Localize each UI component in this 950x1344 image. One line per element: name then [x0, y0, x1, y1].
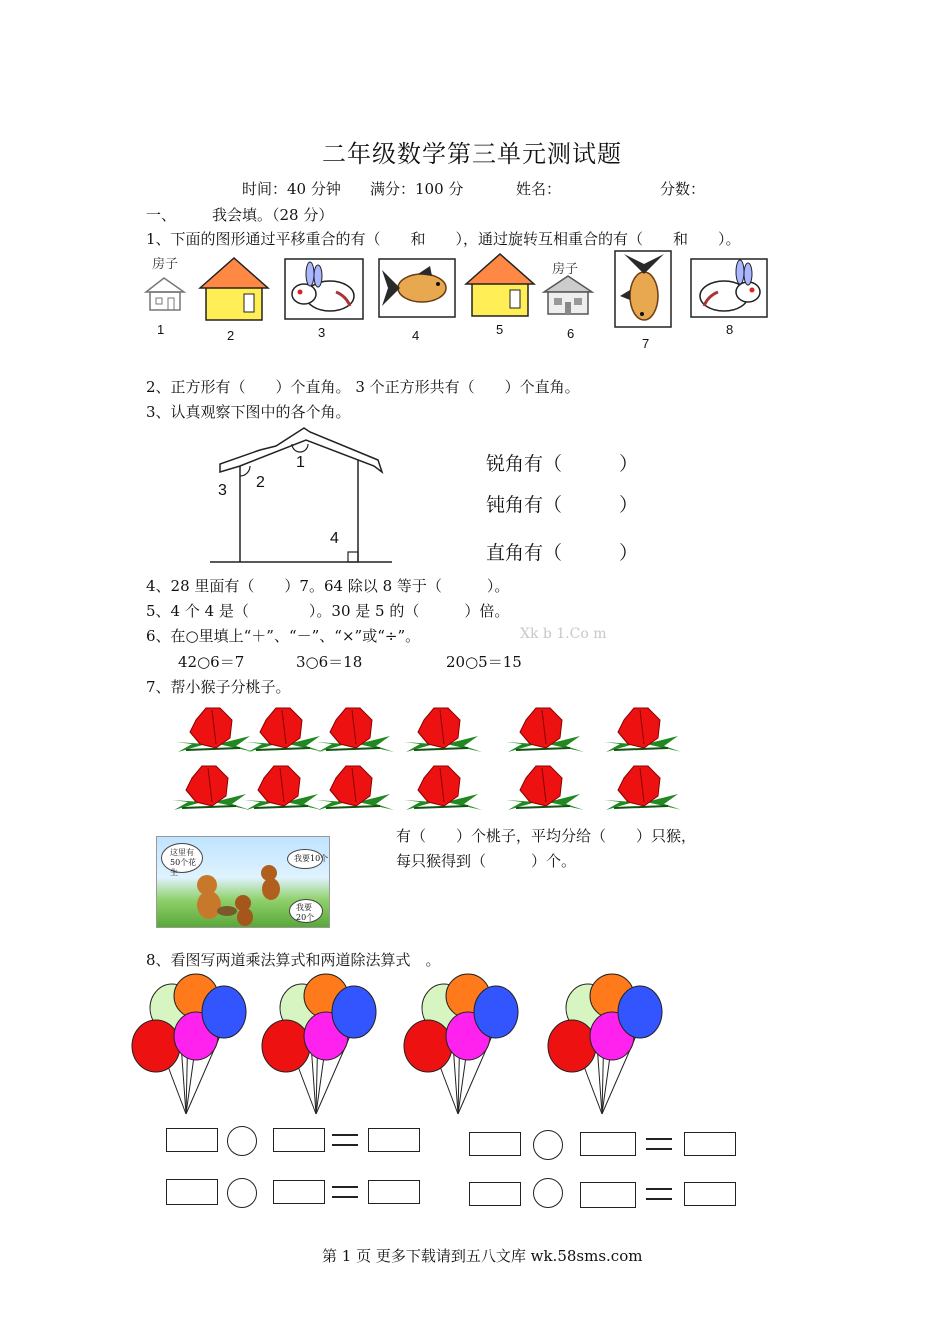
page-footer: 第 1 页 更多下载请到五八文库 wk.58sms.com — [322, 1247, 643, 1265]
answer-box[interactable] — [166, 1179, 218, 1205]
q4-text: 4、28 里面有（ ）7。64 除以 8 等于（ ）。 — [146, 577, 510, 595]
answer-box[interactable] — [469, 1182, 521, 1206]
peach — [246, 708, 324, 752]
answer-box[interactable] — [368, 1180, 420, 1204]
q1-text: 1、下面的图形通过平移重合的有（ 和 ），通过旋转互相重合的有（ 和 ）。 — [146, 230, 741, 248]
item-number: 7 — [642, 336, 650, 351]
peach — [604, 708, 680, 752]
peach — [244, 766, 322, 810]
speech-bubble-20: 我要20个 — [289, 899, 323, 923]
header-name: 姓名： — [516, 180, 562, 198]
watermark: Xk b 1.Co m — [520, 626, 607, 642]
answer-box[interactable] — [580, 1132, 636, 1156]
house-label-6: 房子 — [552, 261, 579, 276]
q7-text: 7、帮小猴子分桃子。 — [146, 678, 291, 696]
item-number: 4 — [412, 328, 420, 343]
item-number: 1 — [157, 322, 165, 337]
answer-box[interactable] — [273, 1180, 325, 1204]
right-angle-question: 直角有（ ） — [486, 542, 639, 564]
peach — [172, 766, 250, 810]
equals-sign — [332, 1186, 358, 1198]
operator-circle[interactable] — [533, 1130, 563, 1160]
obtuse-angle-question: 钝角有（ ） — [486, 494, 639, 516]
q7-answer-line1: 有（ ）个桃子，平均分给（ ）只猴， — [396, 827, 697, 845]
peach — [604, 766, 680, 810]
goldfish-7 — [614, 250, 672, 328]
answer-box[interactable] — [273, 1128, 325, 1152]
house-colored-5 — [464, 252, 536, 318]
page-title: 二年级数学第三单元测试题 — [322, 140, 622, 168]
equals-sign — [646, 1138, 672, 1150]
peach — [506, 766, 584, 810]
operator-circle[interactable] — [533, 1178, 563, 1208]
goldfish-4 — [378, 258, 456, 318]
angle-3-label: 3 — [218, 482, 227, 499]
angle-1-label: 1 — [296, 454, 305, 471]
speech-bubble-peanuts: 这里有50个花生 — [161, 843, 203, 873]
rabbit-8 — [690, 258, 768, 318]
q6-expr-2: 3○6＝18 — [296, 653, 363, 671]
q2-text: 2、正方形有（ ）个直角。 3 个正方形共有（ ）个直角。 — [146, 378, 580, 396]
header-score: 分数： — [660, 180, 706, 198]
balloon-bunch — [132, 974, 246, 1114]
q8-text: 8、看图写两道乘法算式和两道除法算式 。 — [146, 951, 441, 969]
item-number: 3 — [318, 325, 326, 340]
peach — [506, 708, 584, 752]
item-number: 5 — [496, 322, 504, 337]
monkeys-icon — [157, 837, 329, 927]
q7-answer-line2: 每只猴得到（ ）个。 — [396, 852, 577, 870]
q6-expr-3: 20○5＝15 — [446, 653, 522, 671]
house-label-1: 房子 — [152, 256, 179, 271]
peach — [316, 766, 394, 810]
operator-circle[interactable] — [227, 1126, 257, 1156]
peach — [316, 708, 394, 752]
answer-box[interactable] — [166, 1128, 218, 1152]
item-number: 6 — [567, 326, 575, 341]
angle-4-label: 4 — [330, 530, 339, 547]
balloons-group — [126, 966, 686, 1116]
item-number: 8 — [726, 322, 734, 337]
acute-angle-question: 锐角有（ ） — [486, 453, 639, 475]
house-roof — [200, 258, 268, 288]
house-colored-2 — [198, 256, 270, 322]
balloon-bunch — [262, 974, 376, 1114]
answer-box[interactable] — [684, 1182, 736, 1206]
angle-2-label: 2 — [256, 474, 265, 491]
answer-box[interactable] — [469, 1132, 521, 1156]
section1-number: 一、 — [146, 206, 177, 224]
monkeys-picture — [156, 836, 330, 928]
equals-sign — [646, 1188, 672, 1200]
answer-box[interactable] — [684, 1132, 736, 1156]
peach — [176, 708, 254, 752]
speech-bubble-10: 我要10个 — [287, 849, 323, 869]
header-time: 时间：40 分钟 — [242, 180, 341, 198]
angle-house-figure — [206, 424, 396, 566]
operator-circle[interactable] — [227, 1178, 257, 1208]
header-full-score: 满分：100 分 — [370, 180, 464, 198]
section1-title: 我会填。（28 分） — [212, 206, 334, 224]
peach — [404, 766, 482, 810]
answer-box[interactable] — [580, 1182, 636, 1208]
equals-sign — [332, 1134, 358, 1146]
balloon-bunch — [548, 974, 662, 1114]
peaches-group — [170, 700, 680, 812]
peach — [404, 708, 482, 752]
q6-text: 6、在○里填上“＋”、“－”、“×”或“÷”。 — [146, 627, 421, 645]
q5-text: 5、4 个 4 是（ ）。30 是 5 的（ ）倍。 — [146, 602, 510, 620]
q3-text: 3、认真观察下图中的各个角。 — [146, 403, 351, 421]
rabbit-3 — [284, 258, 364, 320]
q6-expr-1: 42○6＝7 — [178, 653, 245, 671]
balloon-bunch — [404, 974, 518, 1114]
item-number: 2 — [227, 328, 235, 343]
answer-box[interactable] — [368, 1128, 420, 1152]
